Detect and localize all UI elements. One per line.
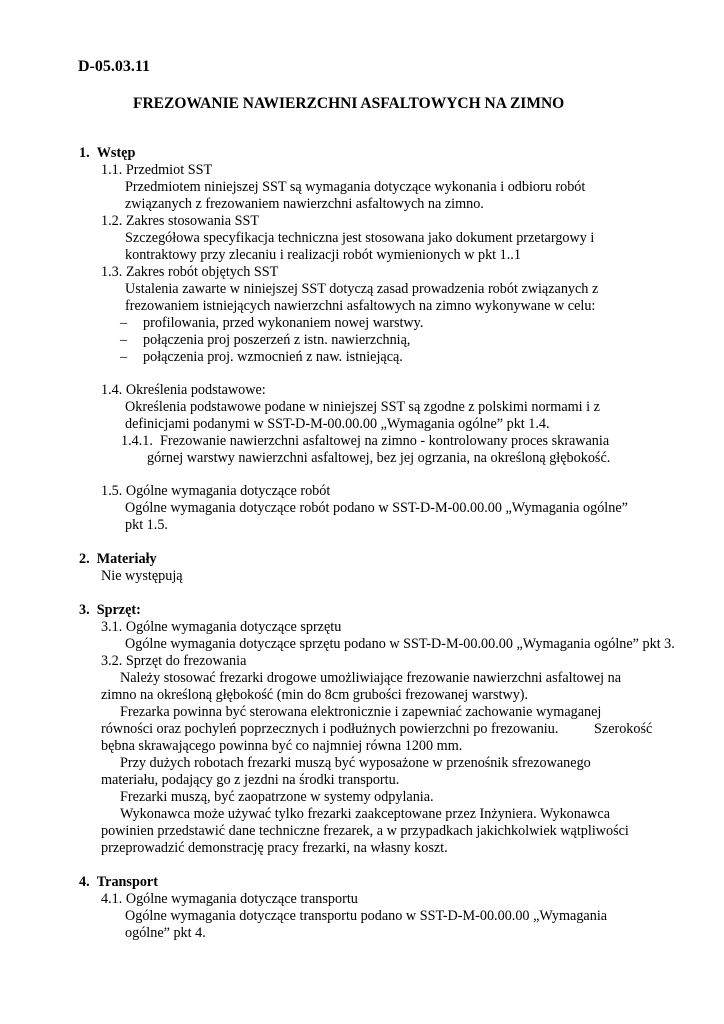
bullet-dash: – [120,332,128,348]
section-1-4-text-line: definicjami podanymi w SST-D-M-00.00.00 „Wymagania ogólne” pkt 1.4. [125,416,550,432]
section-1-4-heading: 1.4. Określenia podstawowe: [101,382,266,398]
section-3-2-paragraph-line: materiału, podający go z jezdni na środki transportu. [101,772,400,788]
section-4-1-text-line: Ogólne wymagania dotyczące transportu podano w SST-D-M-00.00.00 „Wymagania [125,908,608,924]
document-code: D-05.03.11 [78,58,150,75]
section-4-heading: 4. Transport [79,874,158,890]
section-1-4-1-text-line: górnej warstwy nawierzchni asfaltowej, bez jej ogrzania, na określoną głębokość. [147,450,611,466]
section-3-2-paragraph-line: powinien przedstawić dane techniczne frezarek, a w przypadkach jakichkolwiek wątpliwości [101,823,629,839]
section-1-1-text-line: Przedmiotem niniejszej SST są wymagania dotyczące wykonania i odbioru robót [125,179,586,195]
section-3-2-paragraph-line: bębna skrawającego powinna być co najmniej równa 1200 mm. [101,738,463,754]
section-3-2-paragraph-line: przeprowadzić demonstrację pracy frezarki, na własny koszt. [101,840,448,856]
section-3-2-heading: 3.2. Sprzęt do frezowania [101,653,247,669]
section-3-2-paragraph-line: zimno na określoną głębokość (min do 8cm grubości frezowanej warstwy). [101,687,529,703]
section-3-2-paragraph-line: Frezarka powinna być sterowana elektronicznie i zapewniać zachowanie wymaganej [120,704,602,720]
section-3-2-paragraph-line: Przy dużych robotach frezarki muszą być wyposażone w przenośnik sfrezowanego [120,755,591,771]
bullet-item: połączenia proj poszerzeń z istn. nawierzchnią, [143,332,411,348]
bullet-dash: – [120,315,128,331]
section-1-1-text-line: związanych z frezowaniem nawierzchni asfaltowych na zimno. [125,196,484,212]
section-4-1-heading: 4.1. Ogólne wymagania dotyczące transportu [101,891,358,907]
section-1-4-text-line: Określenia podstawowe podane w niniejszej SST są zgodne z polskimi normami i z [125,399,600,415]
document-title: FREZOWANIE NAWIERZCHNI ASFALTOWYCH NA ZIMNO [133,95,565,112]
section-1-1-heading: 1.1. Przedmiot SST [101,162,213,178]
section-3-2-paragraph-line: Należy stosować frezarki drogowe umożliwiające frezowanie nawierzchni asfaltowej na [120,670,622,686]
section-3-2-paragraph-line: równości oraz pochyleń poprzecznych i podłużnych powierzchni po frezowaniu. [101,721,559,737]
section-1-2-text-line: kontraktowy przy zlecaniu i realizacji robót wymienionych w pkt 1..1 [125,247,521,263]
section-4-1-text-line: ogólne” pkt 4. [125,925,206,941]
section-3-2-paragraph-line: Frezarki muszą, być zaopatrzone w systemy odpylania. [120,789,434,805]
section-3-1-heading: 3.1. Ogólne wymagania dotyczące sprzętu [101,619,342,635]
section-1-4-1-text-line: 1.4.1. Frezowanie nawierzchni asfaltowej na zimno - kontrolowany proces skrawania [121,433,610,449]
section-3-2-paragraph-line: Wykonawca może używać tylko frezarki zaakceptowane przez Inżyniera. Wykonawca [120,806,610,822]
section-3-1-text-line: Ogólne wymagania dotyczące sprzętu podano w SST-D-M-00.00.00 „Wymagania ogólne” pkt 3. [125,636,675,652]
section-3-2-paragraph-line: Szerokość [594,721,653,737]
section-3-heading: 3. Sprzęt: [79,602,141,618]
bullet-item: profilowania, przed wykonaniem nowej warstwy. [143,315,424,331]
section-1-2-heading: 1.2. Zakres stosowania SST [101,213,260,229]
section-2-heading: 2. Materiały [79,551,157,567]
bullet-dash: – [120,349,128,365]
section-1-3-text-line: Ustalenia zawarte w niniejszej SST dotyczą zasad prowadzenia robót związanych z [125,281,599,297]
section-1-2-text-line: Szczegółowa specyfikacja techniczna jest stosowana jako dokument przetargowy i [125,230,595,246]
section-1-3-text-line: frezowaniem istniejących nawierzchni asfaltowych na zimno wykonywane w celu: [125,298,596,314]
section-1-3-heading: 1.3. Zakres robót objętych SST [101,264,279,280]
section-1-5-text-line: pkt 1.5. [125,517,168,533]
section-2-text: Nie występują [101,568,183,584]
bullet-item: połączenia proj. wzmocnień z naw. istniejącą. [143,349,403,365]
section-1-heading: 1. Wstęp [79,145,136,161]
section-1-5-text-line: Ogólne wymagania dotyczące robót podano w SST-D-M-00.00.00 „Wymagania ogólne” [125,500,628,516]
section-1-5-heading: 1.5. Ogólne wymagania dotyczące robót [101,483,331,499]
